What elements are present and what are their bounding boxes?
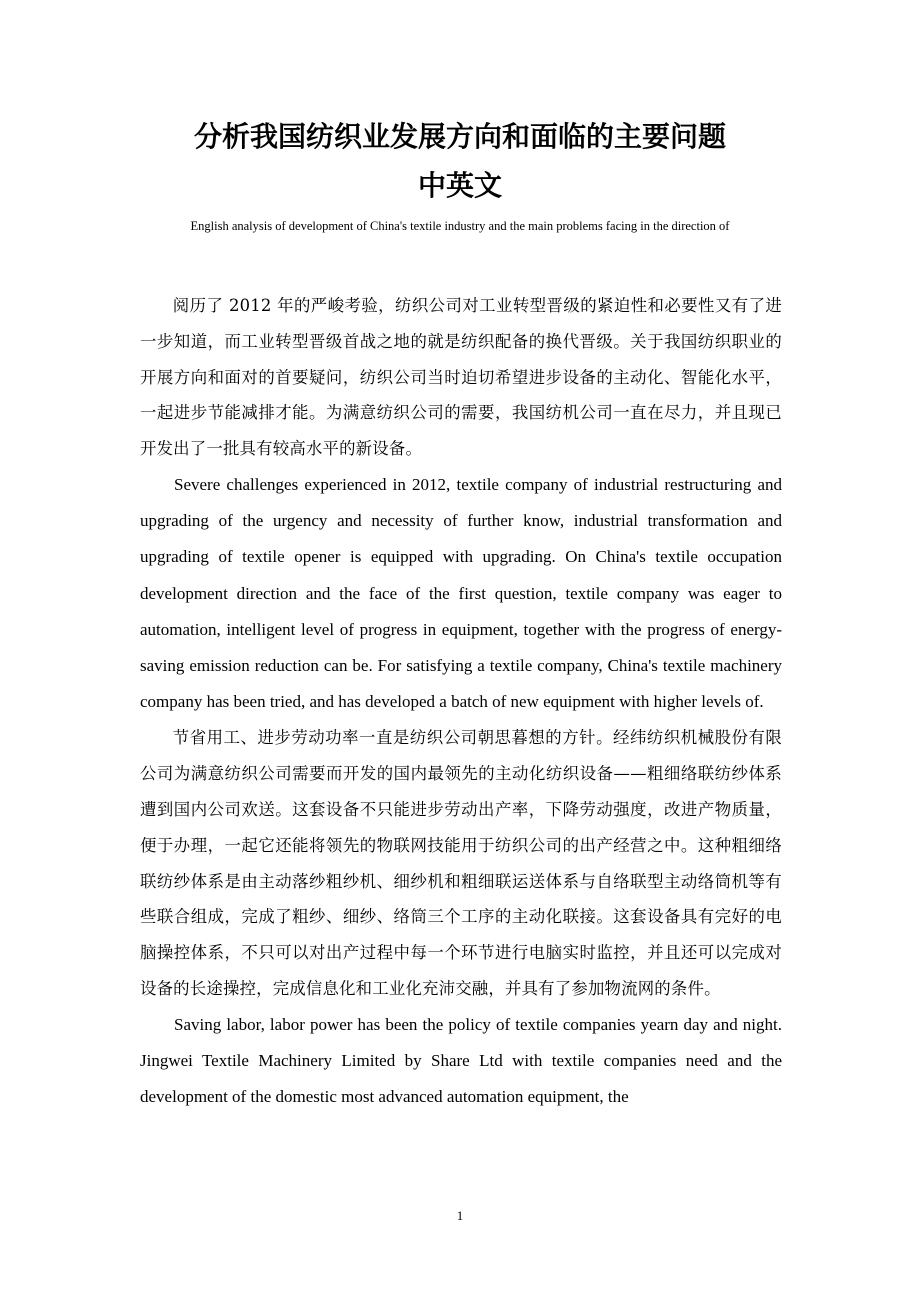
document-title-suffix: 中英文 xyxy=(417,169,502,202)
paragraph-english-1: Severe challenges experienced in 2012, textile company of industrial restructuring and upgrading of the urgency and necessity of further know, industrial transformation and upgrading of textile opener is equipped with upgrading. On China's textile occupation development direction and the face of the first question, textile company was eager to automation, intelligent level of progress in equipment, together with the progress of energy-saving emission reduction can be. For satisfying a textile company, China's textile machinery company has been tried, and has developed a batch of new equipment with higher levels of. xyxy=(140,474,782,712)
paragraph-chinese-2: 节省用工、进步劳动功率一直是纺织公司朝思暮想的方针。经纬纺织机械股份有限公司为满意纺织公司需要而开发的国内最领先的主动化纺织设备——粗细络联纺纱体系遭到国内公司欢送。这套设备不只能进步劳动出产率，下降劳动强度，改进产物质量，便于办理，一起它还能将领先的物联网技能用于纺织公司的出产经营之中。这种粗细络联纺纱体系是由主动落纱粗纱机、细纱机和粗细联运送体系与自络联型主动络筒机等有些联合组成，完成了粗纱、细纱、络筒三个工序的主动化联接。这套设备具有完好的电脑操控体系，不只可以对出产过程中每一个环节进行电脑实时监控，并且还可以完成对设备的长途操控，完成信息化和工业化充沛交融，并具有了参加物流网的条件。 xyxy=(140,728,782,998)
document-body xyxy=(140,288,782,1115)
page-number: 1 xyxy=(456,1208,464,1223)
paragraph-chinese-1: 阅历了 2012 年的严峻考验，纺织公司对工业转型晋级的紧迫性和必要性又有了进一步知道，而工业转型晋级首战之地的就是纺织配备的换代晋级。关于我国纺织职业的开展方向和面对的首要疑问，纺织公司当时迫切希望进步设备的主动化、智能化水平，一起进步节能减排才能。为满意纺织公司的需要，我国纺机公司一直在尽力，并且现已开发出了一批具有较高水平的新设备。 xyxy=(140,296,782,459)
paragraph-english-2: Saving labor, labor power has been the policy of textile companies yearn day and night. Jingwei Textile Machinery Limited by Share Ltd with textile companies need and the development of the domestic most advanced automation equipment, the xyxy=(140,1014,782,1107)
english-subtitle: English analysis of development of China's textile industry and the main problems facing in the direction of xyxy=(190,219,730,233)
document-title: 分析我国纺织业发展方向和面临的主要问题 xyxy=(193,120,726,153)
